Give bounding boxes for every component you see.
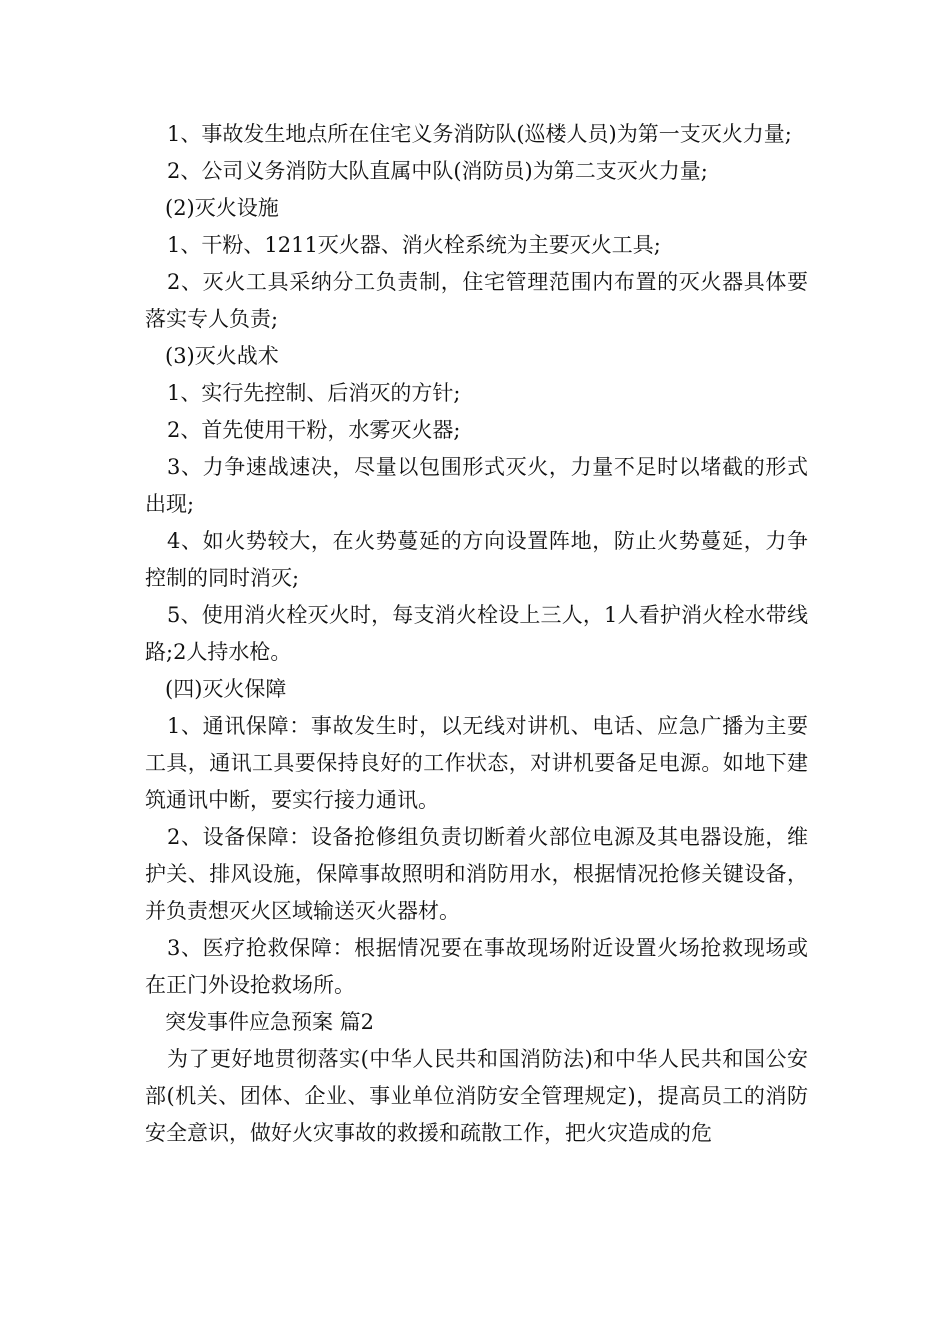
paragraph-8: 4、如火势较大，在火势蔓延的方向设置阵地，防止火势蔓延，力争控制的同时消灭; <box>145 529 808 590</box>
paragraph-12: 3、医疗抢救保障：根据情况要在事故现场附近设置火场抢救现场或在正门外设抢救场所。 <box>145 936 808 997</box>
paragraph-13: 为了更好地贯彻落实(中华人民共和国消防法)和中华人民共和国公安部(机关、团体、企业、事业单位消防安全管理规定)，提高员工的消防安全意识，做好火灾事故的救援和疏散工作，把火灾造成的危 <box>145 1047 808 1145</box>
paragraph-10: 1、通讯保障：事故发生时，以无线对讲机、电话、应急广播为主要工具，通讯工具要保持良好的工作状态，对讲机要备足电源。如地下建筑通讯中断，要实行接力通讯。 <box>145 714 808 812</box>
paragraph-11: 2、设备保障：设备抢修组负责切断着火部位电源及其电器设施，维护关、排风设施，保障事故照明和消防用水，根据情况抢修关键设备，并负责想灭火区域输送灭火器材。 <box>145 825 808 923</box>
paragraph-6: 2、首先使用干粉，水雾灭火器; <box>167 418 461 442</box>
article-title: 突发事件应急预案 篇2 <box>165 1010 375 1034</box>
paragraph-1: 1、事故发生地点所在住宅义务消防队(巡楼人员)为第一支灭火力量; <box>167 122 792 146</box>
section-heading-fire-tactics: (3)灭火战术 <box>165 344 279 368</box>
paragraph-2: 2、公司义务消防大队直属中队(消防员)为第二支灭火力量; <box>167 159 708 183</box>
document-body <box>145 116 808 1152</box>
paragraph-9: 5、使用消火栓灭火时，每支消火栓设上三人，1人看护消火栓水带线路;2人持水枪。 <box>145 603 808 664</box>
section-heading-fire-support: (四)灭火保障 <box>165 677 287 701</box>
paragraph-3: 1、干粉、1211灭火器、消火栓系统为主要灭火工具; <box>167 233 661 257</box>
paragraph-5: 1、实行先控制、后消灭的方针; <box>167 381 461 405</box>
paragraph-4: 2、灭火工具采纳分工负责制，住宅管理范围内布置的灭火器具体要落实专人负责; <box>145 270 808 331</box>
section-heading-fire-facilities: (2)灭火设施 <box>165 196 279 220</box>
paragraph-7: 3、力争速战速决，尽量以包围形式灭火，力量不足时以堵截的形式出现; <box>145 455 808 516</box>
